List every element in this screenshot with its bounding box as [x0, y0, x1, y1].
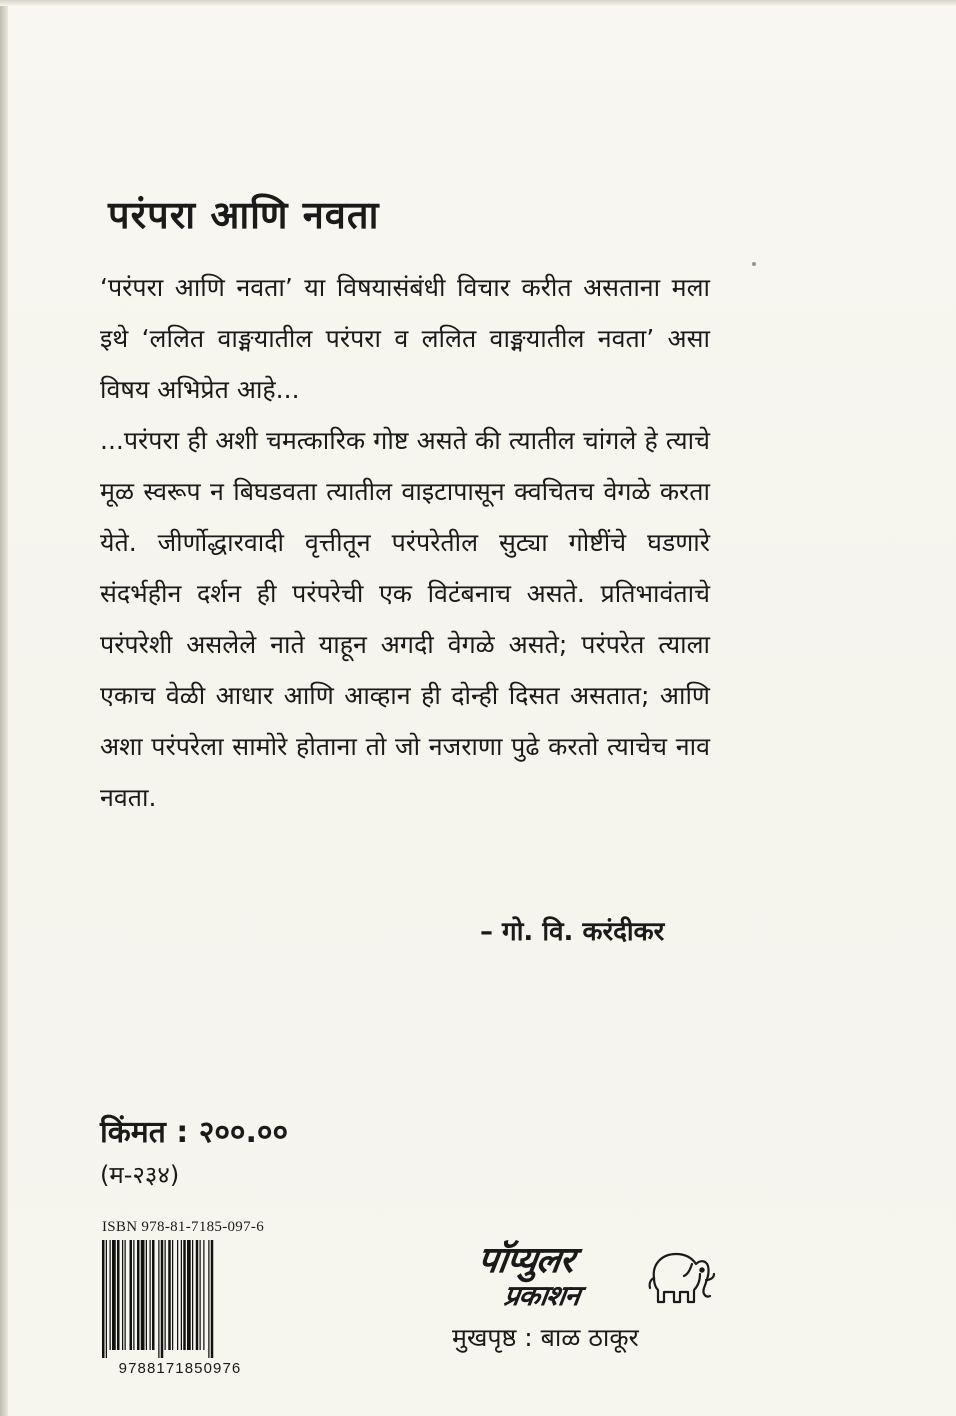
isbn-label: ISBN 978-81-7185-097-6 — [102, 1219, 265, 1235]
blurb-text — [100, 262, 710, 823]
blurb-paragraph: ...परंपरा ही अशी चमत्कारिक गोष्ट असते की त्यातील चांगले हे त्याचे मूळ स्वरूप न बिघडवता त्यातील वाइटापासून क्वचितच वेगळे करता येते. जीर्णोद्धारवादी वृत्तीतून परंपरेतील सुट्या गोष्टींचे घडणारे संदर्भहीन दर्शन ही परंपरेची एक विटंबनाच असते. प्रतिभावंताचे परंपरेशी असलेले नाते याहून अगदी वेगळे असते; परंपरेत त्याला एकाच वेळी आधार आणि आव्हान ही दोन्ही दिसत असतात; आणि अशा परंपरेला सामोरे होताना तो जो नजराणा पुढे करतो त्याचेच नाव नवता. — [100, 426, 710, 812]
elephant-icon — [644, 1234, 720, 1310]
barcode — [100, 1240, 260, 1358]
price-label: किंमत : २००.०० — [100, 1115, 289, 1150]
paper-speck — [752, 262, 756, 266]
catalog-code: (म-२३४) — [100, 1161, 180, 1189]
barcode-digits: 9788171850976 — [118, 1360, 242, 1377]
author-attribution: – गो. वि. करंदीकर — [480, 917, 665, 947]
publisher-logo — [468, 1230, 718, 1320]
blurb-paragraph: ‘परंपरा आणि नवता’ या विषयासंबंधी विचार करीत असताना मला इथे ‘ललित वाङ्मयातील परंपरा व ललित वाङ्मयातील नवता’ असा विषय अभिप्रेत आहे... — [100, 273, 710, 404]
publisher-name: पॉप्युलर — [474, 1240, 577, 1281]
cover-top-edge — [0, 0, 956, 6]
book-title: परंपरा आणि नवता — [108, 193, 380, 237]
cover-spine-edge — [0, 0, 8, 1416]
cover-design-credit: मुखपृष्ठ : बाळ ठाकूर — [452, 1323, 639, 1352]
publisher-subname: प्रकाशन — [501, 1279, 582, 1312]
